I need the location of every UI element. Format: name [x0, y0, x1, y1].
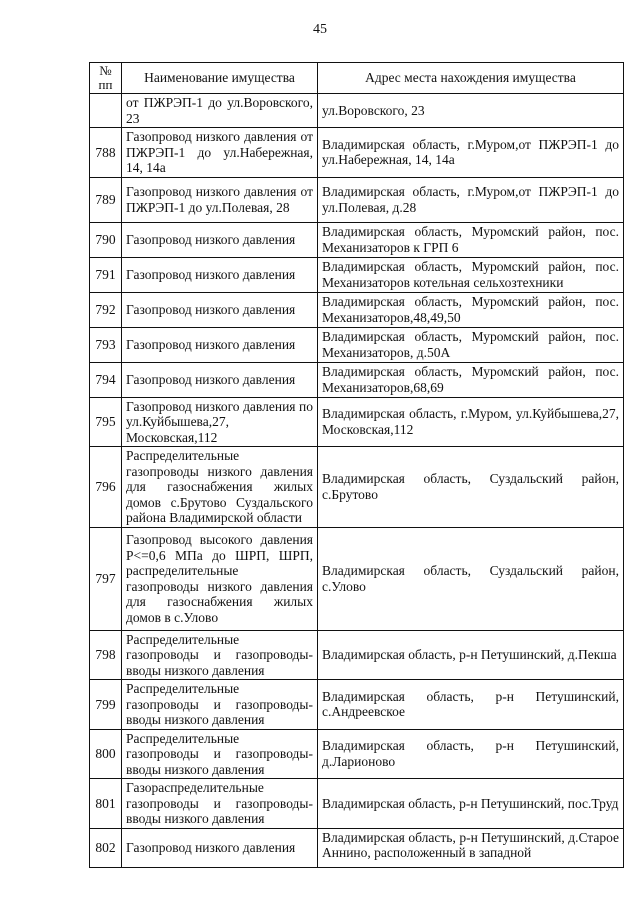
- header-number: № пп: [90, 63, 122, 94]
- header-property-name: Наименование имущества: [122, 63, 318, 94]
- table-header-row: [90, 63, 624, 94]
- row-property-name: Газораспределительные газопроводы и газопроводы-вводы низкого давления: [122, 779, 318, 829]
- table-row: [90, 828, 624, 867]
- row-property-name: Распределительные газопроводы и газопроводы-вводы низкого давления: [122, 729, 318, 779]
- row-number: 791: [90, 257, 122, 292]
- row-property-name: Газопровод низкого давления: [122, 828, 318, 867]
- row-property-name: Газопровод низкого давления: [122, 222, 318, 257]
- table-row: [90, 397, 624, 447]
- row-number: 794: [90, 362, 122, 397]
- row-property-name: Газопровод высокого давления Р<=0,6 МПа до ШРП, ШРП, распределительные газопроводы низкого давления для газоснабжения жилых домов в с.Улово: [122, 527, 318, 630]
- row-address: ул.Воровского, 23: [318, 94, 624, 128]
- row-property-name: Газопровод низкого давления от ПЖРЭП-1 до ул.Полевая, 28: [122, 177, 318, 222]
- table-row: [90, 729, 624, 779]
- row-address: Владимирская область, г.Муром,от ПЖРЭП-1 до ул.Набережная, 14, 14а: [318, 128, 624, 178]
- table-row: [90, 630, 624, 680]
- table-row: [90, 257, 624, 292]
- table-row: [90, 779, 624, 829]
- table-row: [90, 292, 624, 327]
- row-property-name: Распределительные газопроводы и газопроводы-вводы низкого давления: [122, 630, 318, 680]
- row-property-name: Газопровод низкого давления: [122, 257, 318, 292]
- header-address: Адрес места нахождения имущества: [318, 63, 624, 94]
- table-row: [90, 94, 624, 128]
- row-property-name: Газопровод низкого давления: [122, 327, 318, 362]
- table-row: [90, 222, 624, 257]
- row-number: 798: [90, 630, 122, 680]
- row-number: 793: [90, 327, 122, 362]
- row-address: Владимирская область, Муромский район, пос. Механизаторов,68,69: [318, 362, 624, 397]
- row-property-name: Газопровод низкого давления по ул.Куйбышева,27, Московская,112: [122, 397, 318, 447]
- row-number: 797: [90, 527, 122, 630]
- row-address: Владимирская область, Суздальский район, с.Улово: [318, 527, 624, 630]
- row-number: 799: [90, 680, 122, 730]
- row-number: 800: [90, 729, 122, 779]
- row-property-name: Газопровод низкого давления от ПЖРЭП-1 до ул.Набережная, 14, 14а: [122, 128, 318, 178]
- row-number: 790: [90, 222, 122, 257]
- row-number: 795: [90, 397, 122, 447]
- row-address: Владимирская область, г.Муром, ул.Куйбышева,27, Московская,112: [318, 397, 624, 447]
- row-property-name: от ПЖРЭП-1 до ул.Воровского, 23: [122, 94, 318, 128]
- table-row: [90, 128, 624, 178]
- row-number: 796: [90, 447, 122, 528]
- table-row: [90, 177, 624, 222]
- row-property-name: Газопровод низкого давления: [122, 292, 318, 327]
- row-number: 788: [90, 128, 122, 178]
- row-property-name: Распределительные газопроводы и газопроводы-вводы низкого давления: [122, 680, 318, 730]
- property-table: [89, 62, 624, 868]
- row-address: Владимирская область, г.Муром,от ПЖРЭП-1 до ул.Полевая, д.28: [318, 177, 624, 222]
- row-address: Владимирская область, р-н Петушинский, с.Андреевское: [318, 680, 624, 730]
- row-address: Владимирская область, р-н Петушинский, д.Старое Аннино, расположенный в западной: [318, 828, 624, 867]
- row-address: Владимирская область, р-н Петушинский, пос.Труд: [318, 779, 624, 829]
- table-row: [90, 680, 624, 730]
- row-property-name: Распределительные газопроводы низкого давления для газоснабжения жилых домов с.Брутово Суздальского района Владимирской области: [122, 447, 318, 528]
- row-address: Владимирская область, р-н Петушинский, д.Пекша: [318, 630, 624, 680]
- row-address: Владимирская область, Муромский район, пос. Механизаторов котельная сельхозтехники: [318, 257, 624, 292]
- table-row: [90, 327, 624, 362]
- table-row: [90, 362, 624, 397]
- row-address: Владимирская область, Муромский район, пос. Механизаторов к ГРП 6: [318, 222, 624, 257]
- row-number: 801: [90, 779, 122, 829]
- row-address: Владимирская область, Муромский район, пос. Механизаторов,48,49,50: [318, 292, 624, 327]
- row-address: Владимирская область, Суздальский район, с.Брутово: [318, 447, 624, 528]
- row-number: 789: [90, 177, 122, 222]
- row-address: Владимирская область, р-н Петушинский, д.Ларионово: [318, 729, 624, 779]
- table-row: [90, 447, 624, 528]
- row-number: [90, 94, 122, 128]
- row-address: Владимирская область, Муромский район, пос. Механизаторов, д.50А: [318, 327, 624, 362]
- table-row: [90, 527, 624, 630]
- row-property-name: Газопровод низкого давления: [122, 362, 318, 397]
- row-number: 802: [90, 828, 122, 867]
- page-number: 45: [313, 22, 327, 37]
- row-number: 792: [90, 292, 122, 327]
